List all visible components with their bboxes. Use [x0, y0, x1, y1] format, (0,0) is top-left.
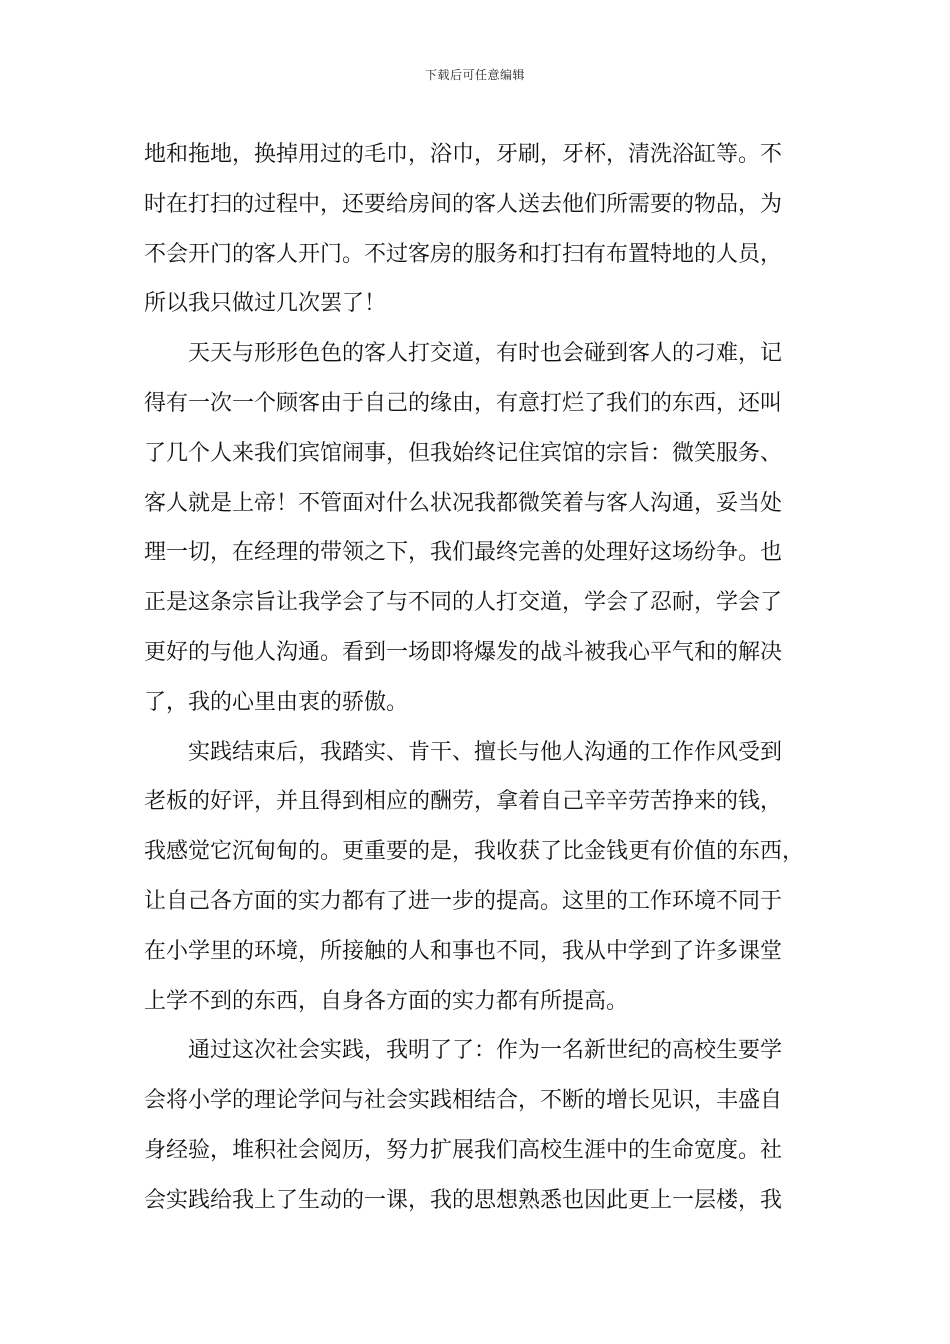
text-line: 实践结束后，我踏实、肯干、擅长与他人沟通的工作作风受到 — [188, 739, 783, 765]
text-line: 客人就是上帝！不管面对什么状况我都微笑着与客人沟通，妥当处 — [144, 490, 783, 516]
text-line: 身经验，堆积社会阅历，努力扩展我们高校生涯中的生命宽度。社 — [144, 1137, 783, 1163]
text-line: 时在打扫的过程中，还要给房间的客人送去他们所需要的物品，为 — [144, 191, 783, 217]
text-line: 理一切，在经理的带领之下，我们最终完善的处理好这场纷争。也 — [144, 540, 783, 566]
text-line: 地和拖地，换掉用过的毛巾，浴巾，牙刷，牙杯，清洗浴缸等。不 — [144, 142, 783, 167]
text-line: 老板的好评，并且得到相应的酬劳，拿着自己辛辛劳苦挣来的钱， — [144, 789, 783, 815]
text-line: 了几个人来我们宾馆闹事，但我始终记住宾馆的宗旨：微笑服务、 — [144, 440, 783, 466]
text-line: 会实践给我上了生动的一课，我的思想熟悉也因此更上一层楼，我 — [144, 1187, 783, 1213]
text-line: 得有一次一个顾客由于自己的缘由，有意打烂了我们的东西，还叫 — [144, 390, 783, 416]
page-header: 下载后可任意编辑 — [424, 68, 525, 82]
text-line: 通过这次社会实践，我明了了：作为一名新世纪的高校生要学 — [188, 1038, 783, 1064]
body-text — [144, 130, 814, 1226]
text-line: 上学不到的东西，自身各方面的实力都有所提高。 — [144, 988, 629, 1014]
text-line: 在小学里的环境，所接触的人和事也不同，我从中学到了许多课堂 — [144, 938, 783, 964]
text-line: 了，我的心里由衷的骄傲。 — [144, 689, 409, 715]
text-line: 所以我只做过几次罢了！ — [144, 291, 387, 317]
text-line: 会将小学的理论学问与社会实践相结合，不断的增长见识，丰盛自 — [144, 1088, 783, 1114]
text-line: 不会开门的客人开门。不过客房的服务和打扫有布置特地的人员， — [144, 241, 783, 267]
text-line: 正是这条宗旨让我学会了与不同的人打交道，学会了忍耐，学会了 — [144, 590, 783, 616]
text-line: 我感觉它沉甸甸的。更重要的是，我收获了比金钱更有价值的东西， — [144, 839, 805, 865]
text-line: 让自己各方面的实力都有了进一步的提高。这里的工作环境不同于 — [144, 888, 783, 914]
text-line: 天天与形形色色的客人打交道，有时也会碰到客人的刁难，记 — [188, 341, 783, 367]
text-line: 更好的与他人沟通。看到一场即将爆发的战斗被我心平气和的解决 — [144, 639, 783, 665]
